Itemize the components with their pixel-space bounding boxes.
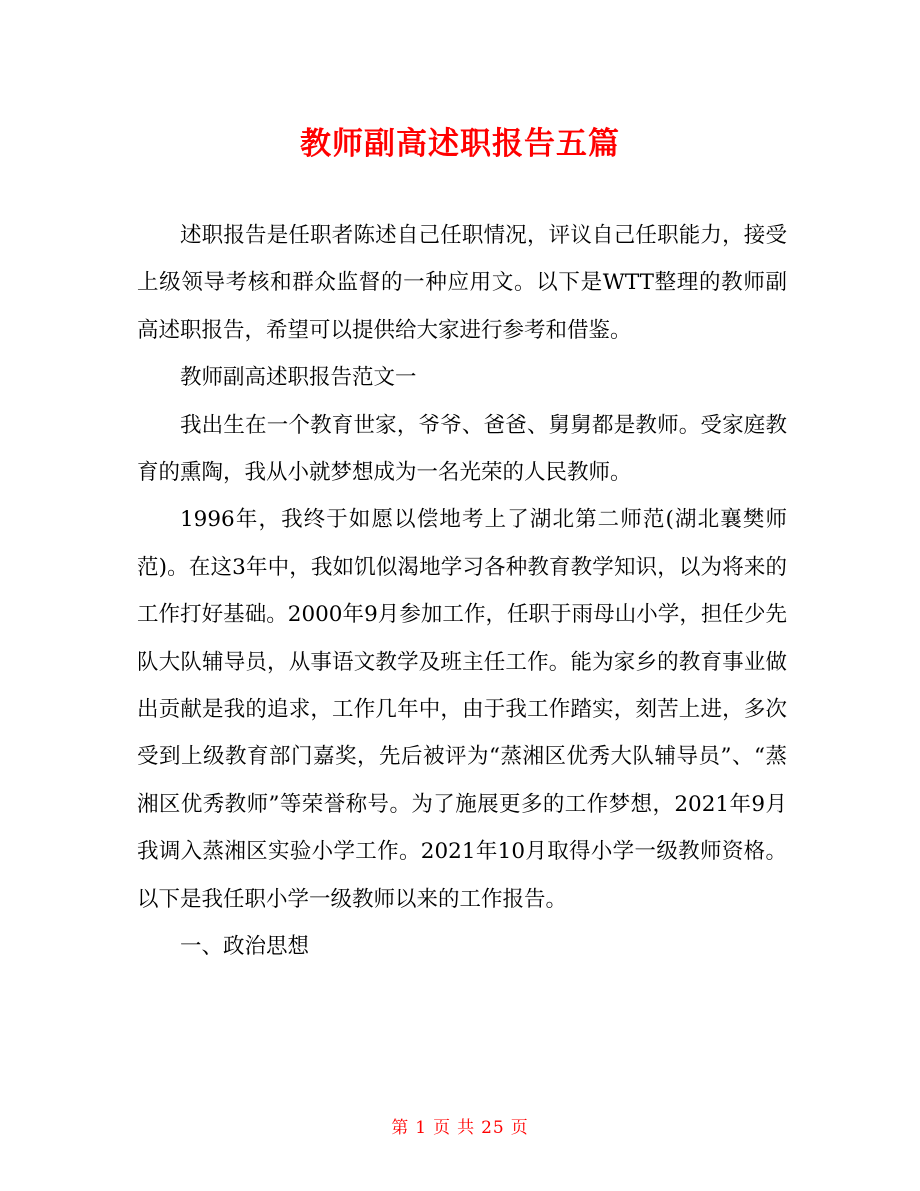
footer-total-pages: 25 (481, 1118, 505, 1138)
page-footer (0, 1113, 920, 1138)
footer-page-number: 1 (415, 1118, 428, 1138)
intro-paragraph: 述职报告是任职者陈述自己任职情况，评议自己任职能力，接受上级领导考核和群众监督的一种应用文。以下是WTT整理的教师副高述职报告，希望可以提供给大家进行参考和借鉴。 (137, 223, 787, 343)
section-heading: 教师副高述职报告范文一 (180, 365, 417, 391)
footer-page-suffix: 页 (433, 1118, 452, 1138)
footer-page-prefix: 第 (391, 1118, 410, 1138)
subsection-heading: 一、政治思想 (180, 934, 310, 960)
body-paragraph: 1996年，我终于如愿以偿地考上了湖北第二师范(湖北襄樊师范)。在这3年中，我如饥似渴地学习各种教育教学知识，以为将来的工作打好基础。2000年9月参加工作，任职于雨母山小学，担任少先队大队辅导员，从事语文教学及班主任工作。能为家乡的教育事业做出贡献是我的追求，工作几年中，由于我工作踏实，刻苦上进，多次受到上级教育部门嘉奖，先后被评为“蒸湘区优秀大队辅导员”、“蒸湘区优秀教师”等荣誉称号。为了施展更多的工作梦想，2021年9月我调入蒸湘区实验小学工作。2021年10月取得小学一级教师资格。以下是我任职小学一级教师以来的工作报告。 (137, 507, 787, 912)
document-body (137, 212, 787, 971)
footer-total-suffix: 页 (510, 1118, 529, 1138)
document-title: 教师副高述职报告五篇 (300, 126, 620, 162)
footer-total-prefix: 共 (457, 1118, 476, 1138)
body-paragraph: 我出生在一个教育世家，爷爷、爸爸、舅舅都是教师。受家庭教育的熏陶，我从小就梦想成为一名光荣的人民教师。 (137, 412, 787, 486)
